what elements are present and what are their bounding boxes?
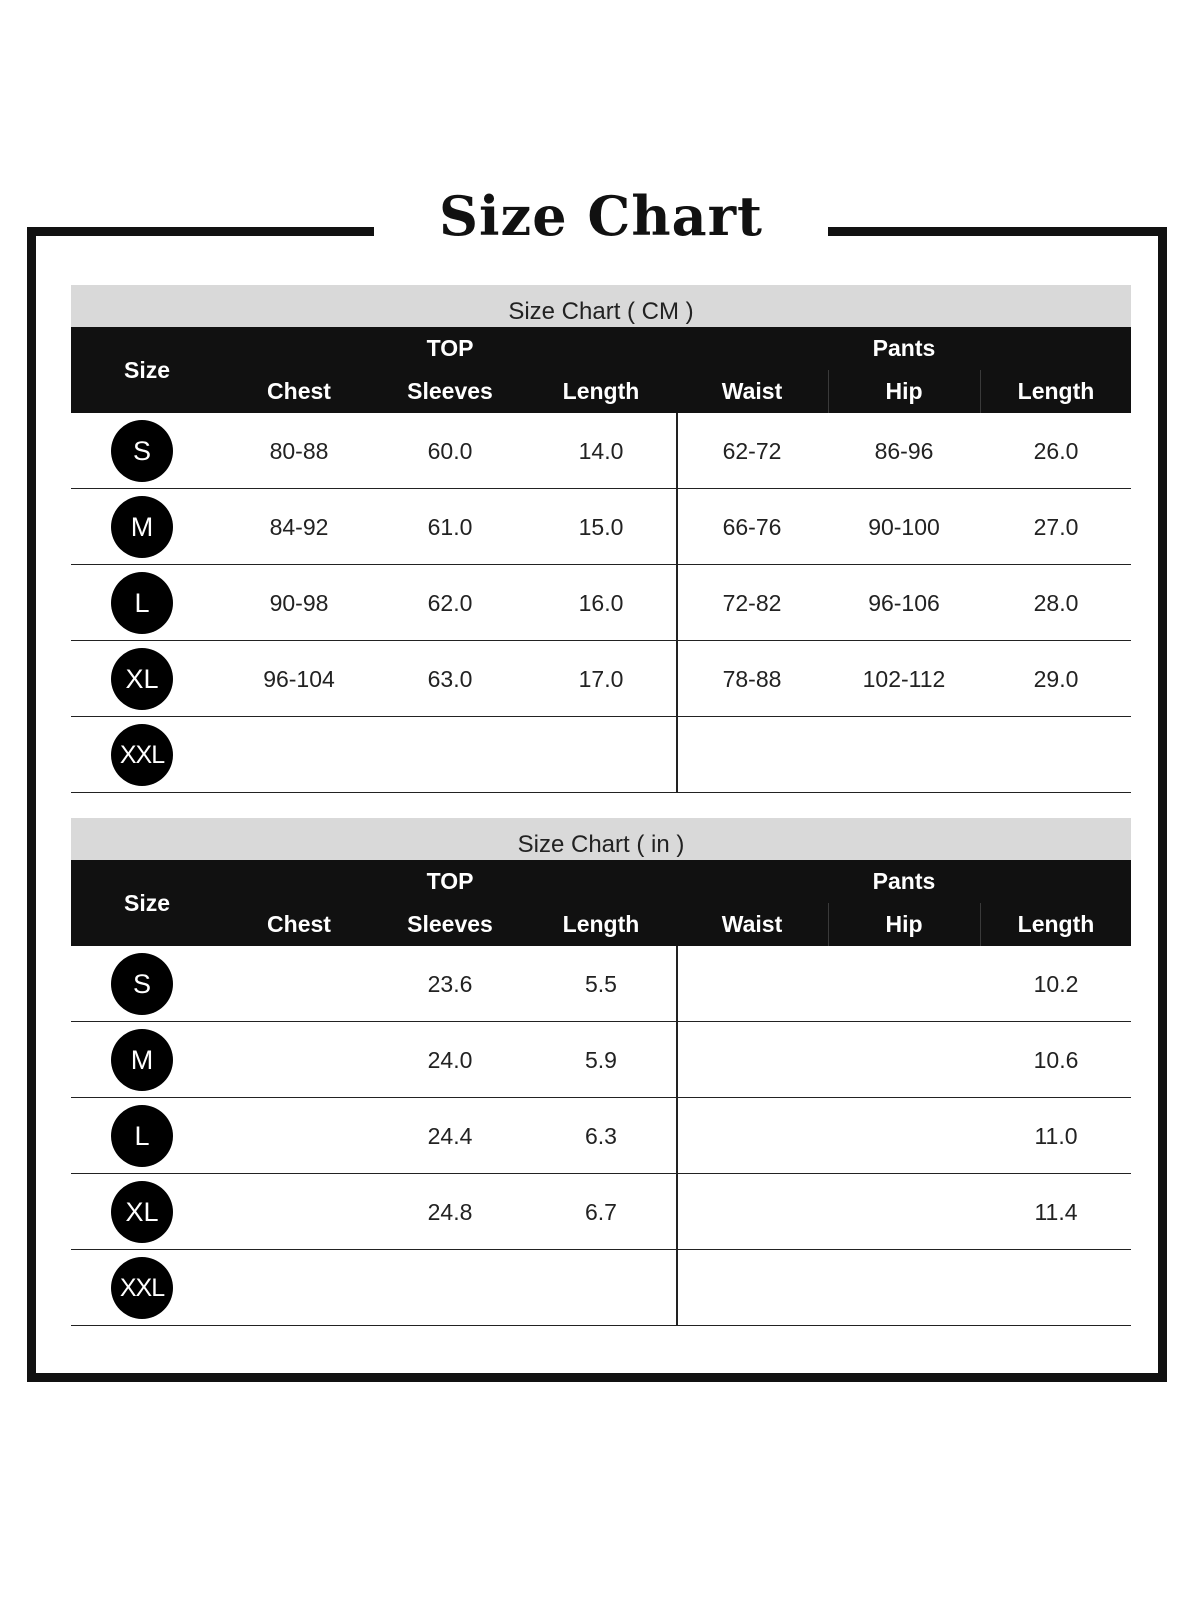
table-row <box>71 1174 1131 1250</box>
table-cell <box>981 1250 1131 1326</box>
column-header: Hip <box>885 911 923 937</box>
size-badge: M <box>111 496 173 558</box>
table-cell: 61.0 <box>427 514 473 540</box>
table-row <box>71 641 1131 717</box>
table-cell <box>677 1022 827 1098</box>
table-row <box>71 413 1131 489</box>
table-cell: 17.0 <box>578 666 624 692</box>
table-cell <box>224 946 374 1022</box>
table-cell <box>224 1098 374 1174</box>
column-header: Hip <box>885 378 923 404</box>
table-cell: 24.4 <box>427 1123 473 1149</box>
row-divider <box>676 1174 678 1249</box>
table-row <box>71 1022 1131 1098</box>
row-divider <box>676 717 678 792</box>
size-badge: M <box>111 1029 173 1091</box>
table-cell: 10.6 <box>1033 1047 1079 1073</box>
row-divider <box>676 1250 678 1325</box>
table-cell: 23.6 <box>427 971 473 997</box>
table-cell: 96-106 <box>868 590 940 616</box>
row-divider <box>676 1022 678 1097</box>
table-cell: 24.0 <box>427 1047 473 1073</box>
column-header: Sleeves <box>407 378 493 404</box>
table-cell <box>526 1250 676 1326</box>
column-header: Length <box>562 378 640 404</box>
table-cell <box>526 717 676 793</box>
top-group-header: TOP <box>426 868 474 894</box>
table-cell: 6.7 <box>585 1199 617 1225</box>
column-header: Chest <box>267 911 331 937</box>
column-header: Length <box>1017 911 1095 937</box>
size-badge: XXL <box>111 724 173 786</box>
table-cell <box>677 1174 827 1250</box>
table-cell: 24.8 <box>427 1199 473 1225</box>
table-cell <box>981 717 1131 793</box>
size-badge: L <box>111 572 173 634</box>
table-row <box>71 1098 1131 1174</box>
size-badge: XXL <box>111 1257 173 1319</box>
size-badge: S <box>111 420 173 482</box>
column-header: Sleeves <box>407 911 493 937</box>
table-cell: 63.0 <box>427 666 473 692</box>
table-cell <box>677 1098 827 1174</box>
table-cell: 86-96 <box>874 438 934 464</box>
table-cell <box>829 717 979 793</box>
table-cell: 102-112 <box>862 666 946 692</box>
table-cell: 26.0 <box>1033 438 1079 464</box>
table-cell <box>829 946 979 1022</box>
table-cell <box>375 1250 525 1326</box>
row-divider <box>676 641 678 716</box>
table-cell: 28.0 <box>1033 590 1079 616</box>
table-cell: 11.0 <box>1034 1123 1078 1149</box>
table-row <box>71 565 1131 641</box>
size-column-header: Size <box>123 890 171 916</box>
row-divider <box>676 946 678 1021</box>
table-cell: 16.0 <box>578 590 624 616</box>
table-cell: 62.0 <box>427 590 473 616</box>
size-badge: S <box>111 953 173 1015</box>
table-row <box>71 946 1131 1022</box>
table-cell: 80-88 <box>269 438 329 464</box>
table-row <box>71 489 1131 565</box>
top-group-header: TOP <box>426 335 474 361</box>
table-cell: 14.0 <box>578 438 624 464</box>
table-cell <box>829 1022 979 1098</box>
table-caption: Size Chart ( in ) <box>71 818 1131 860</box>
table-cell: 27.0 <box>1033 514 1079 540</box>
size-table-in <box>71 818 1131 1326</box>
table-cell <box>224 1250 374 1326</box>
table-cell <box>224 1174 374 1250</box>
column-header: Length <box>1017 378 1095 404</box>
table-cell <box>677 946 827 1022</box>
header-divider <box>828 370 829 413</box>
table-cell <box>224 1022 374 1098</box>
column-header: Waist <box>721 378 783 404</box>
table-cell: 84-92 <box>269 514 329 540</box>
row-divider <box>676 413 678 488</box>
row-divider <box>676 1098 678 1173</box>
pants-group-header: Pants <box>872 868 936 894</box>
table-cell: 11.4 <box>1034 1199 1078 1225</box>
column-header: Waist <box>721 911 783 937</box>
table-cell: 10.2 <box>1033 971 1079 997</box>
header-divider <box>828 903 829 946</box>
page-title: Size Chart <box>439 184 763 248</box>
pants-group-header: Pants <box>872 335 936 361</box>
table-cell: 90-98 <box>269 590 329 616</box>
size-column-header: Size <box>123 357 171 383</box>
table-row <box>71 717 1131 793</box>
table-cell: 6.3 <box>585 1123 617 1149</box>
table-cell: 62-72 <box>722 438 782 464</box>
table-cell: 15.0 <box>578 514 624 540</box>
column-header: Length <box>562 911 640 937</box>
table-row <box>71 1250 1131 1326</box>
table-header <box>71 327 1131 413</box>
table-cell: 78-88 <box>722 666 782 692</box>
header-divider <box>980 903 981 946</box>
table-cell <box>677 1250 827 1326</box>
row-divider <box>676 489 678 564</box>
header-divider <box>980 370 981 413</box>
table-cell: 72-82 <box>722 590 782 616</box>
table-cell: 60.0 <box>427 438 473 464</box>
size-badge: L <box>111 1105 173 1167</box>
table-cell: 29.0 <box>1033 666 1079 692</box>
column-header: Chest <box>267 378 331 404</box>
table-cell <box>829 1098 979 1174</box>
table-header <box>71 860 1131 946</box>
table-cell <box>829 1250 979 1326</box>
row-divider <box>676 565 678 640</box>
table-cell: 90-100 <box>868 514 940 540</box>
size-badge: XL <box>111 648 173 710</box>
table-cell: 5.5 <box>585 971 617 997</box>
table-cell <box>677 717 827 793</box>
size-table-cm <box>71 285 1131 793</box>
table-cell <box>224 717 374 793</box>
table-cell: 66-76 <box>722 514 782 540</box>
size-badge: XL <box>111 1181 173 1243</box>
table-cell <box>375 717 525 793</box>
table-cell: 5.9 <box>585 1047 617 1073</box>
table-cell <box>829 1174 979 1250</box>
table-cell: 96-104 <box>263 666 335 692</box>
table-caption: Size Chart ( CM ) <box>71 285 1131 327</box>
